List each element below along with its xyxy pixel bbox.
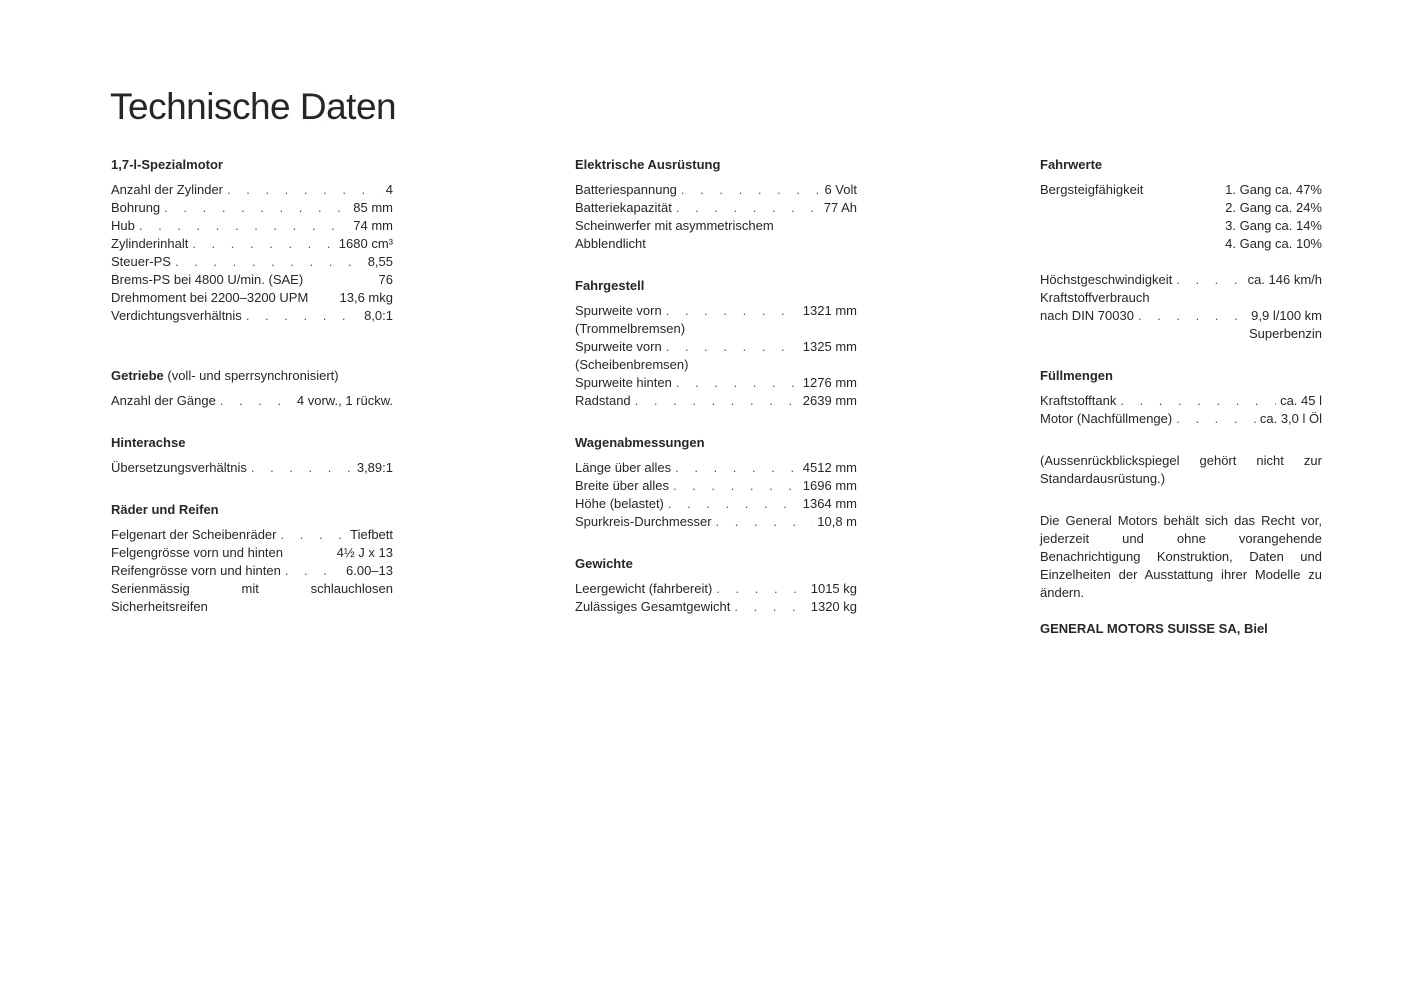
- spec-row: [575, 302, 857, 320]
- gear-list: [1216, 181, 1322, 253]
- spec-list: [111, 526, 393, 580]
- spec-value: ca. 3,0 l Öl: [1259, 411, 1322, 426]
- section-heading: Gewichte: [575, 556, 633, 571]
- top-speed-row: [1040, 271, 1322, 289]
- heading-text: Getriebe: [111, 368, 164, 383]
- row-value: ca. 146 km/h: [1247, 272, 1322, 287]
- row-value: 9,9 l/100 km: [1251, 308, 1322, 323]
- section-heading: 1,7-l-Spezialmotor: [111, 157, 223, 172]
- heading-note: (voll- und sperrsynchronisiert): [167, 368, 339, 383]
- section-fuellmengen: [1040, 367, 1322, 428]
- spec-value: 77 Ah: [823, 200, 857, 215]
- spec-value: 85 mm: [353, 200, 393, 215]
- spec-label: Kraftstofftank: [1040, 393, 1117, 408]
- spec-label: Radstand: [575, 393, 631, 408]
- spec-label: (Trommelbremsen): [575, 321, 686, 336]
- spec-value: 4: [385, 182, 393, 197]
- spec-row: [111, 199, 393, 217]
- gear-value: 2. Gang ca. 24%: [1225, 200, 1322, 215]
- section-heading: Räder und Reifen: [111, 502, 219, 517]
- spec-row: [575, 477, 857, 495]
- spec-list: [111, 181, 393, 325]
- spec-value: 4512 mm: [802, 460, 857, 475]
- spec-list: [111, 392, 393, 410]
- spec-label: Drehmoment bei 2200–3200 UPM: [111, 290, 309, 305]
- section-heading: Fahrgestell: [575, 278, 645, 293]
- spec-row: [111, 526, 393, 544]
- spec-label: Hub: [111, 218, 135, 233]
- spec-row: [575, 356, 857, 374]
- spec-label: Brems-PS bei 4800 U/min. (SAE): [111, 272, 304, 287]
- column-performance: [1040, 156, 1322, 638]
- consumption-label: Kraftstoffverbrauch: [1040, 290, 1150, 305]
- spec-value: 76: [378, 272, 393, 287]
- section-fahrwerte: [1040, 156, 1322, 343]
- page-title: Technische Daten: [110, 86, 397, 127]
- spec-value: 6 Volt: [824, 182, 857, 197]
- spec-row: [111, 253, 393, 271]
- spec-row: [111, 235, 393, 253]
- spec-row: [111, 544, 393, 562]
- row-label: Höchstgeschwindigkeit: [1040, 272, 1173, 287]
- company-name: GENERAL MOTORS SUISSE SA, Biel: [1040, 621, 1268, 636]
- spec-list: [111, 459, 393, 477]
- spec-value: 6.00–13: [346, 563, 393, 578]
- spec-row: [111, 392, 393, 410]
- spec-row: [111, 459, 393, 477]
- spec-value: 1364 mm: [802, 496, 857, 511]
- mirror-note: (Aussenrückblickspiegel gehört nicht zur Standardausrüstung.): [1040, 453, 1322, 486]
- spec-value: ca. 45 l: [1280, 393, 1322, 408]
- spec-row: [575, 580, 857, 598]
- spec-label: Anzahl der Gänge: [111, 393, 216, 408]
- section-heading: [111, 367, 393, 385]
- section-motor: [111, 156, 393, 325]
- disclaimer: Die General Motors behält sich das Recht vor, jederzeit und ohne vorangehende Benachrichtigung Konstruktion, Daten und Einzelheiten der Ausstattung ihrer Modelle zu ändern.: [1040, 513, 1322, 600]
- spec-label: Felgenart der Scheibenräder: [111, 527, 277, 542]
- spec-label: Spurweite vorn: [575, 303, 662, 318]
- spec-row: [575, 199, 857, 217]
- spec-value: 13,6 mkg: [339, 290, 393, 305]
- spec-list: [575, 181, 857, 217]
- gear-value: 1. Gang ca. 47%: [1225, 182, 1322, 197]
- spec-list: [1040, 392, 1322, 428]
- spec-value: [853, 356, 857, 374]
- spec-label: Reifengrösse vorn und hinten: [111, 563, 281, 578]
- spec-label: Spurkreis-Durchmesser: [575, 514, 712, 529]
- spec-label: Breite über alles: [575, 478, 669, 493]
- spec-label: Spurweite hinten: [575, 375, 672, 390]
- spec-row: [1040, 410, 1322, 428]
- spec-value: 74 mm: [353, 218, 393, 233]
- consumption-row: [1040, 307, 1322, 325]
- spec-label: Zulässiges Gesamtgewicht: [575, 599, 731, 614]
- spec-label: (Scheibenbremsen): [575, 357, 689, 372]
- spec-value: 1320 kg: [810, 599, 857, 614]
- spec-value: 1696 mm: [802, 478, 857, 493]
- spec-row: [575, 338, 857, 356]
- section-raeder: [111, 501, 393, 616]
- spec-label: Steuer-PS: [111, 254, 171, 269]
- spec-label: Motor (Nachfüllmenge): [1040, 411, 1173, 426]
- climbing-ability: [1040, 181, 1322, 253]
- section-heading: Elektrische Ausrüstung: [575, 157, 721, 172]
- spec-row: [111, 271, 393, 289]
- fuel-type: Superbenzin: [1249, 326, 1322, 341]
- spec-row: [575, 181, 857, 199]
- spec-value: 8,0:1: [364, 308, 393, 323]
- gear-value: 3. Gang ca. 14%: [1225, 218, 1322, 233]
- section-heading: Füllmengen: [1040, 368, 1113, 383]
- spec-row: [575, 392, 857, 410]
- spec-label: Zylinderinhalt: [111, 236, 189, 251]
- spec-value: [853, 320, 857, 338]
- climbing-label: Bergsteigfähigkeit: [1040, 182, 1144, 197]
- spec-label: Verdichtungsverhältnis: [111, 308, 242, 323]
- spec-value: 1015 kg: [810, 581, 857, 596]
- spec-label: Leergewicht (fahrbereit): [575, 581, 713, 596]
- spec-value: 4 vorw., 1 rückw.: [296, 393, 393, 408]
- spec-value: 1276 mm: [802, 375, 857, 390]
- spec-value: 1321 mm: [802, 303, 857, 318]
- spec-row: [575, 374, 857, 392]
- section-gewichte: [575, 555, 857, 616]
- section-fahrgestell: [575, 277, 857, 410]
- spec-value: 2639 mm: [802, 393, 857, 408]
- spec-row: [111, 289, 393, 307]
- tyre-note: Serienmässig mit schlauchlosen Sicherheitsreifen: [111, 581, 393, 614]
- spec-label: Batteriespannung: [575, 182, 677, 197]
- spec-list: [575, 302, 857, 410]
- spec-label: Anzahl der Zylinder: [111, 182, 223, 197]
- spec-label: Übersetzungsverhältnis: [111, 460, 247, 475]
- spec-label: Felgengrösse vorn und hinten: [111, 545, 284, 560]
- spec-value: 10,8 m: [817, 514, 857, 529]
- spec-value: 3,89:1: [356, 460, 393, 475]
- spec-value: 1325 mm: [802, 339, 857, 354]
- section-getriebe: [111, 367, 393, 410]
- section-heading: Hinterachse: [111, 435, 186, 450]
- spec-label: Bohrung: [111, 200, 161, 215]
- column-engine: [111, 156, 393, 640]
- spec-value: 4½ J x 13: [336, 545, 393, 560]
- spec-list: [575, 580, 857, 616]
- column-chassis: [575, 156, 857, 640]
- section-heading: Fahrwerte: [1040, 157, 1103, 172]
- spec-value: 1680 cm³: [338, 236, 393, 251]
- spec-row: [111, 181, 393, 199]
- spec-row: [111, 217, 393, 235]
- spec-value: Tiefbett: [350, 527, 393, 542]
- spec-row: [111, 307, 393, 325]
- spec-value: 8,55: [367, 254, 393, 269]
- gear-value: 4. Gang ca. 10%: [1225, 236, 1322, 251]
- row-label: nach DIN 70030: [1040, 308, 1134, 323]
- section-wagen: [575, 434, 857, 531]
- spec-list: [575, 459, 857, 531]
- spec-label: Batteriekapazität: [575, 200, 672, 215]
- section-heading: Wagenabmessungen: [575, 435, 705, 450]
- note-line: Abblendlicht: [575, 236, 646, 251]
- section-elektrik: [575, 156, 857, 253]
- spec-row: [575, 320, 857, 338]
- spec-label: Spurweite vorn: [575, 339, 662, 354]
- note-line: Scheinwerfer mit asymmetrischem: [575, 218, 774, 233]
- spec-label: Höhe (belastet): [575, 496, 664, 511]
- spec-row: [575, 598, 857, 616]
- spec-row: [575, 495, 857, 513]
- spec-row: [575, 459, 857, 477]
- spec-row: [1040, 392, 1322, 410]
- spec-label: Länge über alles: [575, 460, 672, 475]
- section-hinterachse: [111, 434, 393, 477]
- spec-row: [575, 513, 857, 531]
- spec-row: [111, 562, 393, 580]
